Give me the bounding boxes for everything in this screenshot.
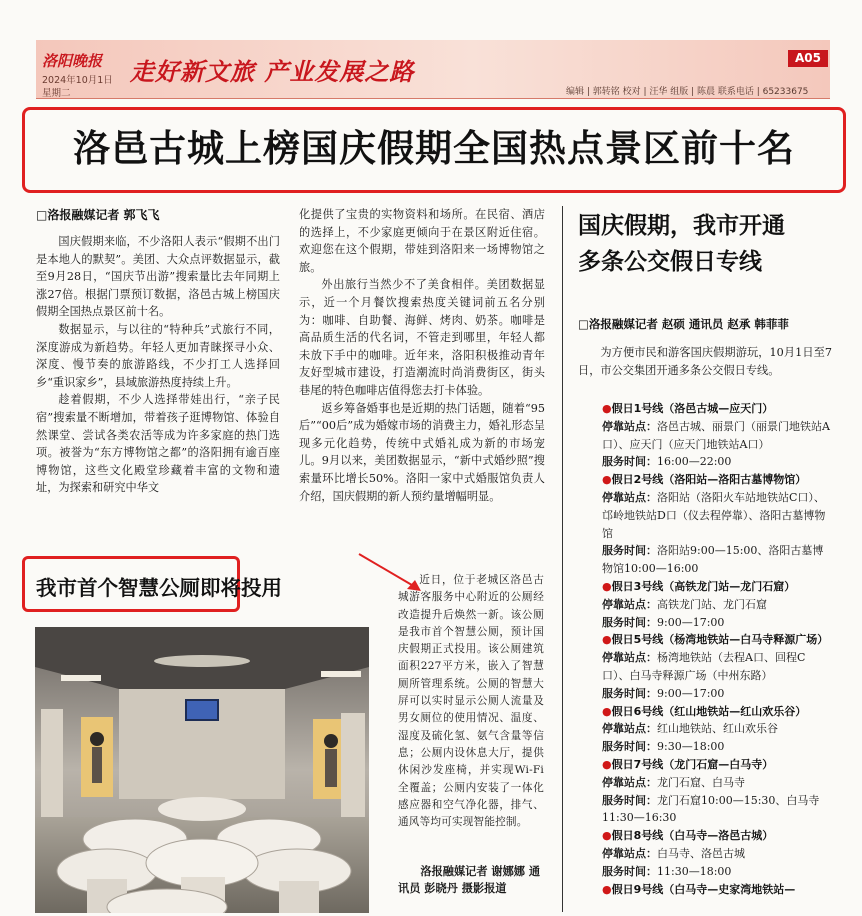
- route-stops: 红山地铁站、红山欢乐谷: [657, 722, 778, 736]
- bullet-dot-icon: ●: [602, 757, 612, 771]
- route-name: 假日3号线（高铁龙门站—龙门石窟）: [611, 579, 796, 593]
- bus-title-line-1: 国庆假期，我市开通: [578, 213, 785, 239]
- route-name: 假日7号线（龙门石窟—白马寺）: [611, 757, 774, 771]
- hours-label: 服务时间：: [602, 793, 657, 807]
- bus-article-title: [578, 208, 838, 280]
- route-name: 假日5号线（杨湾地铁站—白马寺释源广场）: [611, 633, 829, 647]
- bus-route-list: [578, 400, 832, 898]
- bullet-dot-icon: ●: [602, 579, 612, 593]
- column-divider: [562, 206, 563, 912]
- bullet-dot-icon: ●: [602, 633, 612, 647]
- route-item: [578, 578, 832, 631]
- route-name: 假日2号线（洛阳站—洛阳古墓博物馆）: [611, 473, 807, 487]
- hours-label: 服务时间：: [602, 864, 657, 878]
- route-hours: 9:30—18:00: [657, 740, 725, 754]
- bullet-dot-icon: ●: [602, 704, 612, 718]
- bus-article-byline: □洛报融媒记者 赵硕 通讯员 赵承 韩菲菲: [578, 317, 789, 331]
- route-hours: 洛阳站9:00—15:00、洛阳古墓博物馆10:00—16:00: [602, 544, 824, 576]
- route-item: [578, 756, 832, 827]
- toilet-article-body: [398, 572, 544, 831]
- route-stops: 高铁龙门站、龙门石窟: [657, 597, 767, 611]
- main-article-column-1: [36, 206, 280, 497]
- toilet-article-title: 我市首个智慧公厕即将投用: [36, 576, 282, 600]
- paragraph: 国庆假期来临，不少洛阳人表示“假期不出门是本地人的默契”。美团、大众点评数据显示，截至9月28日，“国庆节出游”搜索量比去年同期上涨27倍。根据门票预订数据，洛邑古城上榜国庆假期全国热点景区前十名。: [36, 235, 280, 319]
- route-hours: 9:00—17:00: [657, 686, 725, 700]
- newspaper-logo: 洛阳晚报: [42, 52, 103, 70]
- hours-label: 服务时间：: [602, 686, 657, 700]
- route-hours: 11:30—18:00: [657, 864, 732, 878]
- route-item: [578, 881, 832, 899]
- bullet-dot-icon: ●: [602, 829, 612, 843]
- hours-label: 服务时间：: [602, 455, 657, 469]
- paragraph: 趁着假期，不少人选择带娃出行，“亲子民宿”搜索量不断增加，带着孩子逛博物馆、体验自然课堂、尝试各类农活等成为许多家庭的热门选项。被誉为“东方博物馆之都”的洛阳拥有逾百座博物馆，这些文化殿堂珍藏着丰富的文物和遗址，为探索和研究中华文: [36, 393, 280, 495]
- paragraph: 近日，位于老城区洛邑古城游客服务中心附近的公厕经改造提升后焕然一新。该公厕是我市首个智慧公厕，预计国庆假期正式投用。该公厕建筑面积227平方米，嵌入了智慧厕所管理系统。公厕的智慧大屏可以实时显示公厕人流量及男女厕位的使用情况、温度、湿度及硫化氢、氨气含量等信息；公厕内设休息大厅，提供休闲沙发座椅，并实现Wi-Fi全覆盖；公厕内安装了一体化感应器和空气净化器，排气、通风等均可实现智能控制。: [398, 574, 544, 829]
- column-title: 走好新文旅 产业发展之路: [130, 58, 415, 86]
- bullet-dot-icon: ●: [602, 473, 612, 487]
- stops-label: 停靠站点：: [602, 490, 657, 504]
- hours-label: 服务时间：: [602, 740, 657, 754]
- route-stops: 白马寺、洛邑古城: [657, 846, 745, 860]
- route-item: [578, 400, 832, 471]
- main-article-column-2: [299, 206, 545, 505]
- hours-label: 服务时间：: [602, 544, 657, 558]
- route-hours: 9:00—17:00: [657, 615, 725, 629]
- issue-weekday: 星期二: [42, 88, 71, 99]
- paragraph: 数据显示，与以往的“特种兵”式旅行不同，深度游成为新趋势。年轻人更加青睐探寻小众、深度、慢节奏的旅游路线，不少打工人选择回乡“重识家乡”，县域旅游热度持续上升。: [36, 322, 280, 389]
- paragraph: 化提供了宝贵的实物资料和场所。在民宿、酒店的选择上，不少家庭更倾向于在景区附近住宿。欢迎您在这个假期，带娃到洛阳来一场博物馆之旅。: [299, 208, 545, 274]
- issue-date: 2024年10月1日: [42, 75, 113, 86]
- toilet-interior-photo: [35, 627, 369, 913]
- route-item: [578, 703, 832, 756]
- route-name: 假日1号线（洛邑古城—应天门）: [611, 402, 774, 415]
- paragraph: 返乡筹备婚事也是近期的热门话题，随着“95后”“00后”成为婚嫁市场的消费主力，婚礼形态呈现多元化趋势，传统中式婚礼成为新的市场宠儿。9月以来，美团数据显示，“新中式婚纱照”搜索量环比增长50%。洛阳一家中式婚服馆负责人介绍，国庆假期的新人预约量增幅明显。: [299, 401, 545, 503]
- route-stops: 洛阳站（洛阳火车站地铁站C口）、邙岭地铁站D口（仪去程停靠）、洛阳古墓博物馆: [602, 490, 826, 540]
- toilet-article-credit: 洛报融媒记者 谢娜娜 通讯员 彭晓丹 摄影报道: [398, 865, 541, 895]
- route-name: 假日6号线（红山地铁站—红山欢乐谷）: [611, 704, 807, 718]
- editor-info: 编辑 | 郭转铭 校对 | 汪华 组版 | 陈晨 联系电话 | 65233675: [566, 87, 809, 97]
- route-item: [578, 631, 832, 702]
- route-name: 假日8号线（白马寺—洛邑古城）: [611, 829, 774, 843]
- route-item: [578, 827, 832, 880]
- route-name: 假日9号线（白马寺—史家湾地铁站—: [611, 882, 796, 896]
- main-article-byline: □洛报融媒记者 郭飞飞: [36, 208, 160, 222]
- page-number-badge: A05: [788, 50, 828, 67]
- bus-title-line-2: 多条公交假日专线: [578, 249, 762, 275]
- route-hours: 龙门石窟10:00—15:30、白马寺11:30—16:30: [602, 793, 820, 825]
- page-headline: 洛邑古城上榜国庆假期全国热点景区前十名: [73, 127, 795, 170]
- stops-label: 停靠站点：: [602, 419, 657, 433]
- route-stops: 杨湾地铁站（去程A口、回程C口）、白马寺释源广场（中州东路）: [602, 651, 806, 682]
- bullet-dot-icon: ●: [602, 402, 612, 415]
- hours-label: 服务时间：: [602, 615, 657, 629]
- stops-label: 停靠站点：: [602, 651, 657, 665]
- route-stops: 洛邑古城、丽景门（丽景门地铁站A口）、应天门（应天门地铁站A口）: [602, 419, 830, 451]
- route-item: [578, 471, 832, 578]
- bullet-dot-icon: ●: [602, 882, 612, 896]
- stops-label: 停靠站点：: [602, 722, 657, 736]
- stops-label: 停靠站点：: [602, 597, 657, 611]
- paragraph: 外出旅行当然少不了美食相伴。美团数据显示，近一个月餐饮搜索热度关键词前五名分别为：咖啡、自助餐、海鲜、烤肉、奶茶。咖啡是高品质生活的代名词，不管走到哪里，年轻人都未放下手中的咖啡。近年来，洛阳积极推动青年友好型城市建设，打造潮流时尚消费街区，街头巷尾的特色咖啡店值得您去打卡体验。: [299, 278, 545, 397]
- bus-article-intro: 为方便市民和游客国庆假期游玩，10月1日至7日，市公交集团开通多条公交假日专线。: [578, 346, 832, 377]
- route-hours: 16:00—22:00: [657, 455, 732, 469]
- route-stops: 龙门石窟、白马寺: [657, 775, 745, 789]
- stops-label: 停靠站点：: [602, 775, 657, 789]
- stops-label: 停靠站点：: [602, 846, 657, 860]
